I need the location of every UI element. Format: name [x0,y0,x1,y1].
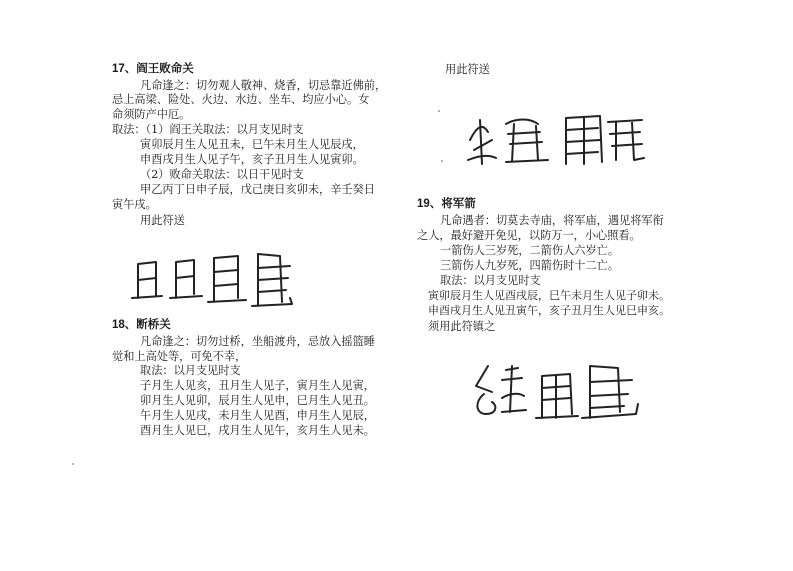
s19-rule-line: 寅卯辰月生人见酉戌辰，巳午未月生人见子卯未。 [428,289,670,302]
scan-speck [72,463,74,465]
s19-method: 取法：以月支见时支 [440,274,541,287]
talisman-17b-image [466,110,646,174]
s19-use-talisman: 须用此符镇之 [428,320,496,333]
section-19-title: 19、将军箭 [417,198,476,210]
s17-text-line: 忌上高梁、险处、火边、水边、坐车、均应小心。女 [112,93,370,106]
s17-text-line: 命须防产中厄。 [112,108,191,121]
s17-use-talisman-continued: 用此符送 [445,63,490,76]
s17-text-line: 凡命逢之：切勿观人敬神、烧香，切忌靠近佛前， [140,79,387,92]
s17-method: 取法：（1）阎王关取法：以月支见时支 [112,123,304,136]
scan-speck [438,110,440,112]
section-17-title: 17、阎王败命关 [112,63,194,75]
s18-rule-line: 子月生人见亥，丑月生人见子，寅月生人见寅， [140,379,375,392]
s18-text-line: 凡命逢之：切勿过桥，坐船渡舟，忌放入摇篮睡 [140,335,375,348]
s18-method: 取法：以月支见时支 [140,364,241,377]
s17-rule-line: 寅卯辰月生人见丑未，巳午未月生人见辰戌， [140,138,364,151]
s17-rule-line: （2）败命关取法：以日干见时支 [140,168,304,181]
s17-use-talisman: 用此符送 [140,214,185,227]
s17-rule-line: 申酉戌月生人见子午，亥子丑月生人见寅卯。 [140,153,364,166]
scan-speck [441,160,443,162]
s18-rule-line: 酉月生人见巳，戌月生人见午，亥月生人见未。 [140,424,375,437]
s19-verse-line: 一箭伤人三岁死，二箭伤人六岁亡。 [440,244,620,257]
s19-rule-line: 申酉戌月生人见丑寅午，亥子丑月生人见巳申亥。 [428,304,670,317]
s19-text-line: 之人，最好避开免见，以防万一，小心照看。 [417,229,641,242]
section-18-title: 18、断桥关 [112,319,171,331]
talisman-19-image [472,362,642,428]
s17-rule-line: 寅午戌。 [112,198,157,211]
s19-text-line: 凡命遇者：切莫去寺庙，将军庙，遇见将军衔 [440,214,664,227]
s17-rule-line: 甲乙丙丁日申子辰，戊己庚日亥卯未，辛壬癸日 [140,183,375,196]
s18-rule-line: 午月生人见戌，未月生人见酉，申月生人见辰， [140,409,375,422]
s18-rule-line: 卯月生人见卯，辰月生人见申，巳月生人见丑。 [140,394,375,407]
talisman-17-image [130,250,295,316]
s19-verse-line: 三箭伤人九岁死，四箭伤时十二亡。 [440,259,620,272]
s18-text-line: 觉和上高处等，可免不幸， [112,350,247,363]
